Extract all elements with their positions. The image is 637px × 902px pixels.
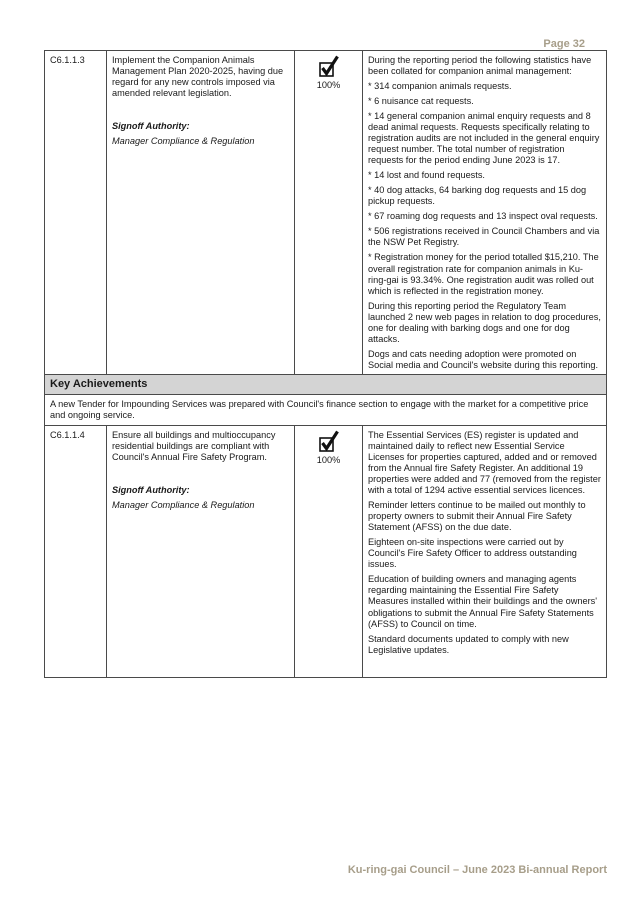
comment-paragraph: Eighteen on-site inspections were carried out by Council's Fire Safety Officer to address outstanding issues.: [368, 537, 577, 570]
action-report-table: [44, 50, 607, 678]
comment-paragraph: During this reporting period the Regulatory Team launched 2 new web pages in relation to dog procedures, one for dealing with barking dogs and one for dog attacks.: [368, 300, 601, 344]
report-footer: Ku-ring-gai Council – June 2023 Bi-annual Report: [347, 864, 607, 876]
signoff-role: Manager Compliance & Regulation: [112, 136, 255, 147]
checkbox-tick-icon: [318, 55, 340, 79]
table-row: [45, 51, 607, 375]
key-achievements-header-row: [45, 374, 607, 394]
comment-paragraph: * 14 lost and found requests.: [368, 170, 485, 181]
comment-paragraph: * Registration money for the period totalled $15,210. The overall registration rate for companion animals in Ku-ring-gai is 93.34%. One registration audit was rolled out which is reflected in the registration money.: [368, 252, 599, 296]
comment-paragraph: * 506 registrations received in Council Chambers and via the NSW Pet Registry.: [368, 226, 600, 248]
action-description: Implement the Companion Animals Management Plan 2020-2025, having due regard for any new controls imposed via amended relevant legislation.: [112, 55, 284, 99]
status-cell: [295, 51, 363, 375]
comment-paragraph: * 67 roaming dog requests and 13 inspect oval requests.: [368, 211, 598, 222]
signoff-label: Signoff Authority:: [112, 121, 190, 132]
comment-paragraph: * 314 companion animals requests.: [368, 81, 512, 92]
comment-paragraph: Reminder letters continue to be mailed out monthly to property owners to submit their Annual Fire Safety Statement (AFSS) on the due date.: [368, 500, 586, 533]
comment-paragraph: Dogs and cats needing adoption were promoted on Social media and Council's website during this reporting.: [368, 348, 599, 370]
key-achievements-heading: Key Achievements: [45, 374, 607, 394]
comment-paragraph: * 6 nuisance cat requests.: [368, 96, 474, 107]
comment-paragraph: * 14 general companion animal enquiry requests and 8 dead animal requests. Requests specifically relating to registration audits are not included in the general enquiry request number. The total number of registration requests for the period ending June 2023 is 17.: [368, 111, 600, 166]
action-cell: [107, 426, 295, 678]
status-percent: 100%: [316, 80, 341, 90]
action-code: C6.1.1.4: [45, 426, 107, 678]
comment-paragraph: The Essential Services (ES) register is updated and maintained daily to reflect new Essential Service Licenses for properties captured, added and or removed from the Annual fire Safety Register. An additional 19 properties were added and 77 (removed from the register with a total of 1294 active essential services licences.: [368, 430, 601, 496]
comment-paragraph: Education of building owners and managing agents regarding maintaining the Essential Fire Safety Measures installed within their buildings and the owners' obligations to submit the Annual Fire Safety Statements (AFSS) to Council on time.: [368, 574, 598, 629]
action-description: Ensure all buildings and multioccupancy residential buildings are compliant with Council's Annual Fire Safety Program.: [112, 430, 276, 463]
signoff-role: Manager Compliance & Regulation: [112, 500, 255, 511]
comments-cell: [363, 51, 607, 375]
page-number: Page 32: [543, 38, 585, 50]
comment-paragraph: * 40 dog attacks, 64 barking dog requests and 15 dog pickup requests.: [368, 185, 587, 207]
status-cell: [295, 426, 363, 678]
key-achievements-row: [45, 394, 607, 425]
signoff-label: Signoff Authority:: [112, 485, 190, 496]
action-cell: [107, 51, 295, 375]
checkbox-tick-icon: [318, 430, 340, 454]
status-percent: 100%: [316, 455, 341, 466]
comment-paragraph: Standard documents updated to comply with new Legislative updates.: [368, 633, 569, 655]
key-achievements-text: A new Tender for Impounding Services was prepared with Council's finance section to engage with the market for a competitive price and ongoing service.: [45, 394, 607, 425]
action-code: C6.1.1.3: [45, 51, 107, 375]
table-row: [45, 426, 607, 678]
comment-paragraph: During the reporting period the following statistics have been collated for companion animal management:: [368, 55, 592, 77]
comments-cell: [363, 426, 607, 678]
